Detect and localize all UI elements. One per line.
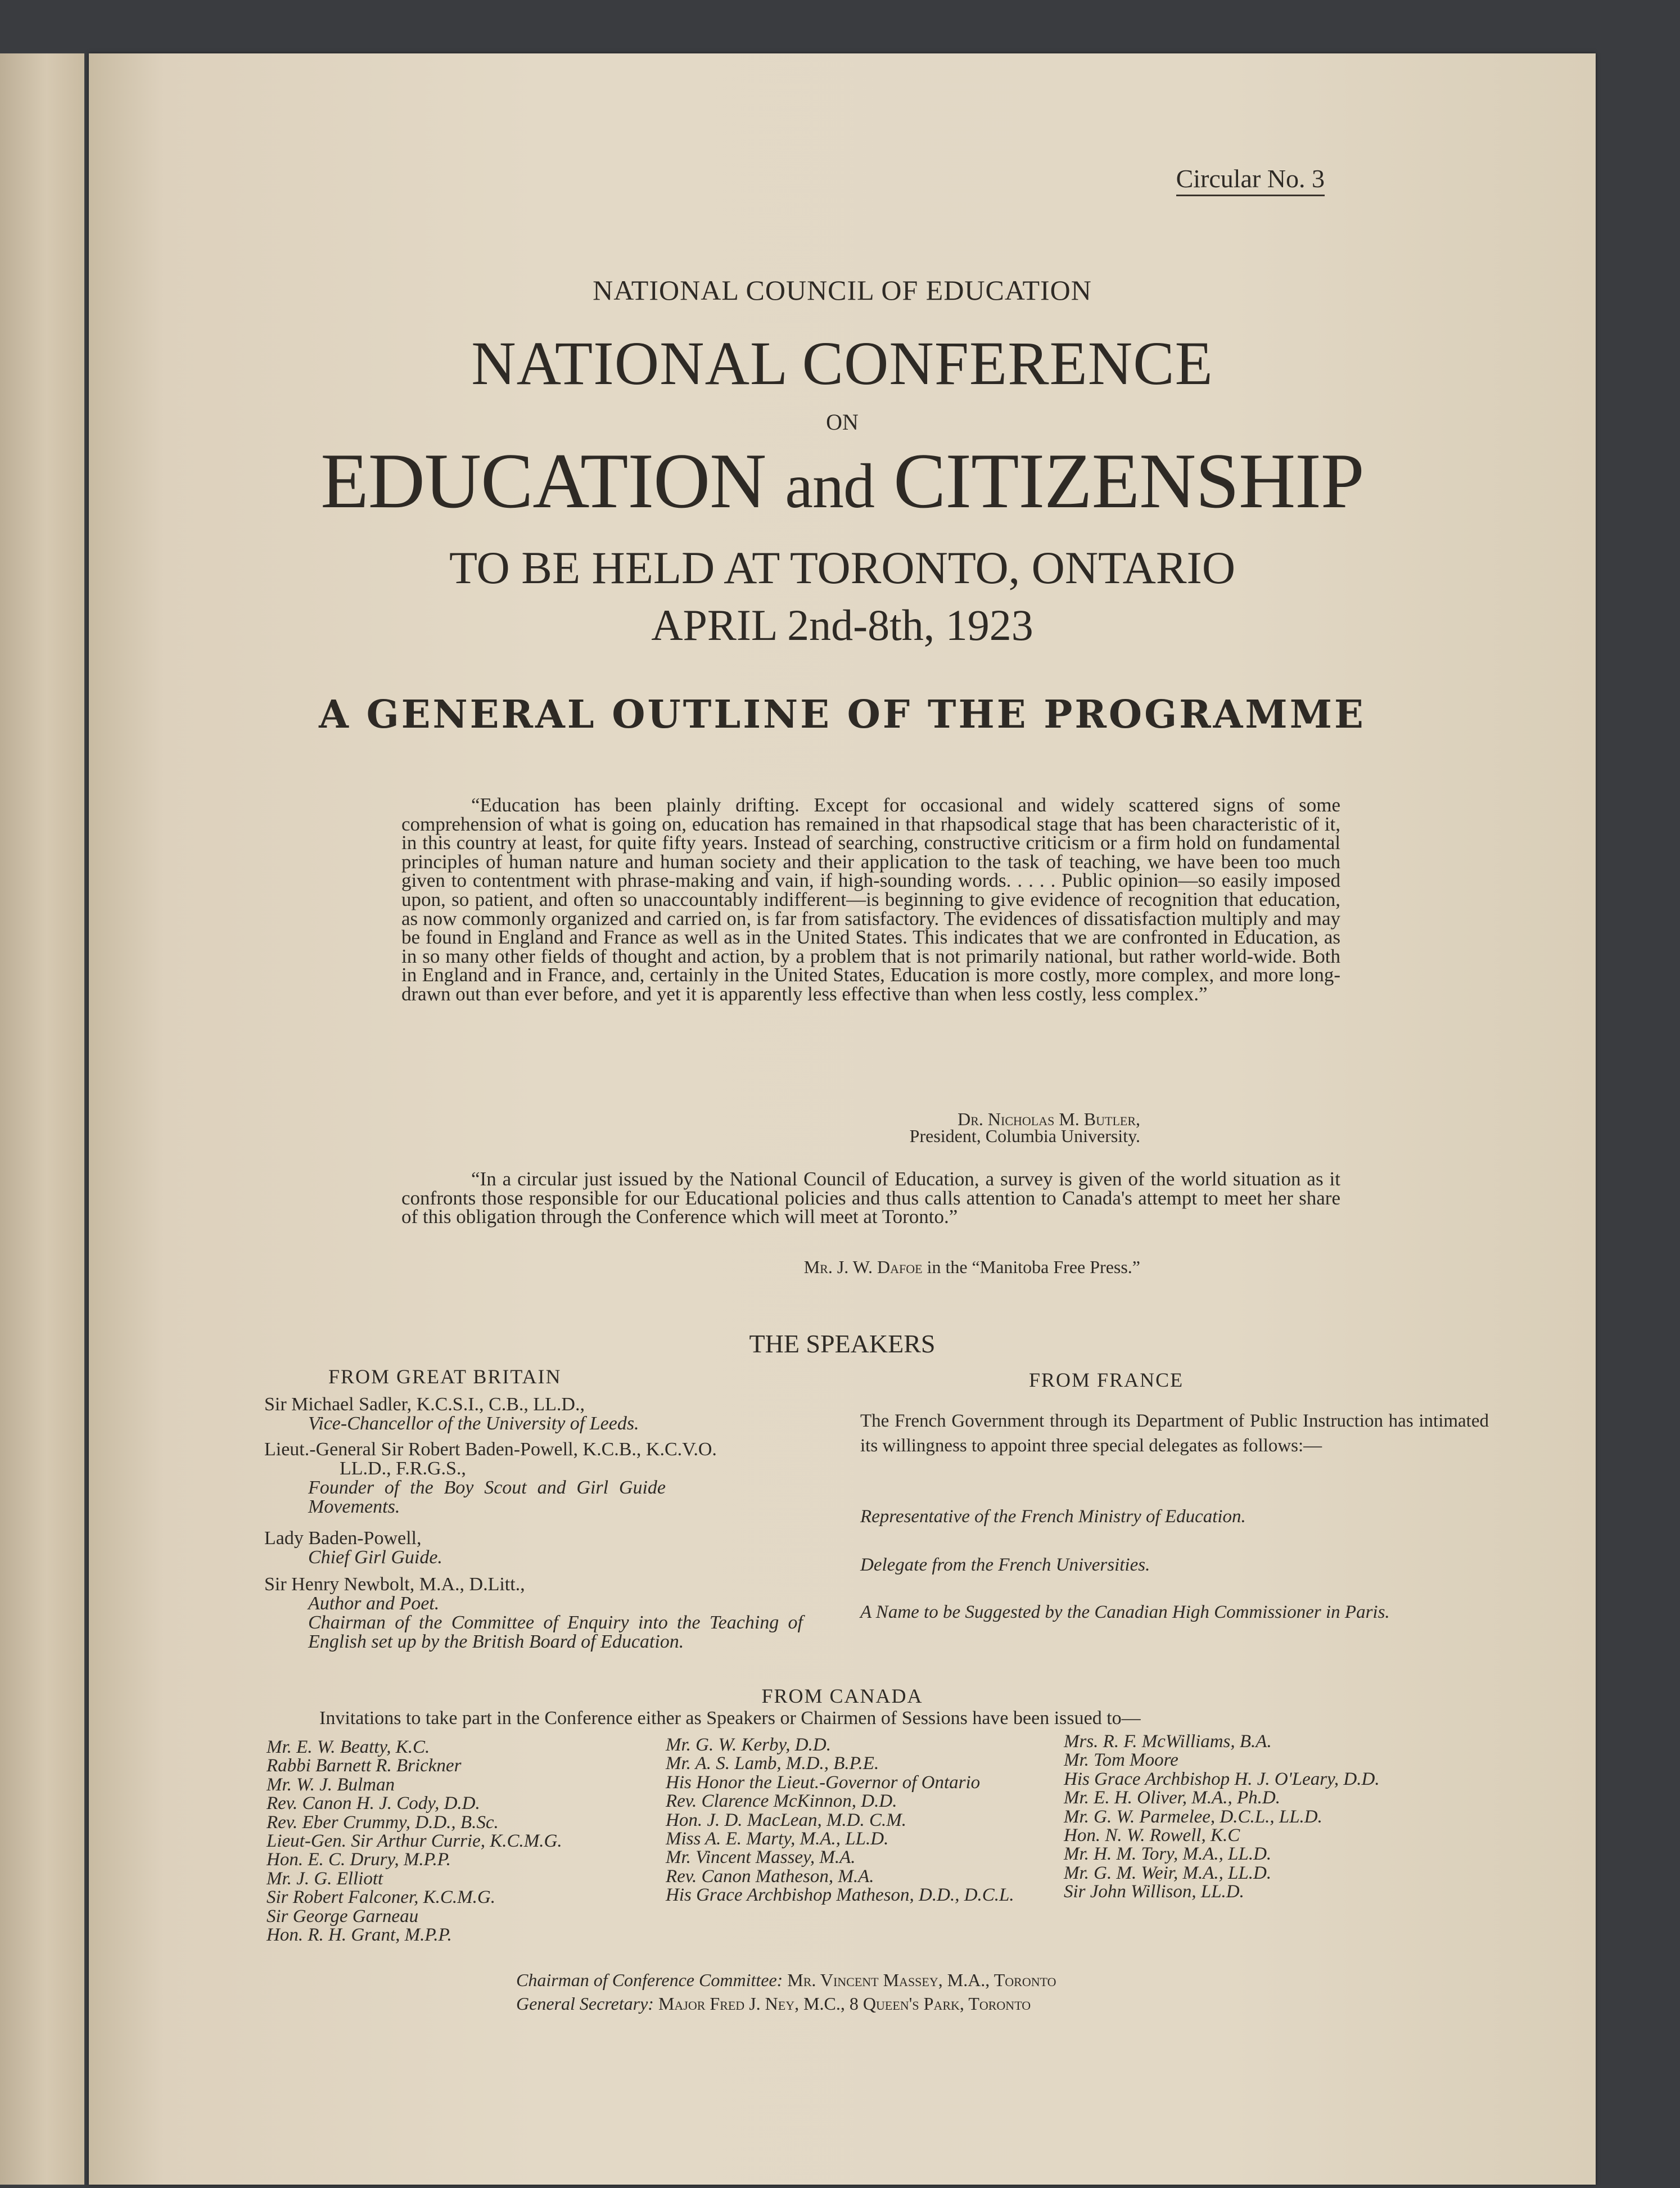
invitee: Sir George Garneau xyxy=(267,1906,419,1927)
speaker-lady-baden-powell-name: Lady Baden-Powell, xyxy=(264,1528,422,1549)
canada-heading: FROM CANADA xyxy=(761,1685,923,1707)
invitee: Lieut-Gen. Sir Arthur Currie, K.C.M.G. xyxy=(267,1831,562,1852)
title-on: ON xyxy=(826,409,859,435)
invitee: Mr. A. S. Lamb, M.D., B.P.E. xyxy=(666,1753,879,1774)
speaker-newbolt-name: Sir Henry Newbolt, M.A., D.Litt., xyxy=(264,1574,525,1595)
title-citizenship: CITIZENSHIP xyxy=(893,437,1364,525)
speaker-lady-baden-powell-role: Chief Girl Guide. xyxy=(308,1547,442,1568)
butler-attribution-title: President, Columbia University. xyxy=(909,1126,1140,1146)
invitee: Hon. J. D. MacLean, M.D. C.M. xyxy=(666,1810,907,1830)
invitee: Rev. Canon Matheson, M.A. xyxy=(666,1866,874,1887)
chairman-value: Mr. Vincent Massey, M.A., Toronto xyxy=(787,1970,1056,1990)
invitee: Hon. E. C. Drury, M.P.P. xyxy=(267,1849,451,1870)
secretary-value: Major Fred J. Ney, M.C., 8 Queen's Park, Toronto xyxy=(658,1993,1031,2014)
invitee: Mr. E. W. Beatty, K.C. xyxy=(267,1737,430,1757)
canada-invitees-column-1 xyxy=(267,1738,705,1945)
france-delegate-ministry: Representative of the French Ministry of Education. xyxy=(860,1506,1246,1527)
invitee: Sir Robert Falconer, K.C.M.G. xyxy=(267,1887,495,1908)
document-page xyxy=(89,53,1596,2185)
speaker-newbolt-role: Author and Poet. xyxy=(308,1593,440,1614)
great-britain-heading: FROM GREAT BRITAIN xyxy=(328,1365,562,1388)
speaker-baden-powell-role: Founder of the Boy Scout and Girl Guide Movements. xyxy=(308,1477,666,1517)
invitee: His Honor the Lieut.-Governor of Ontario xyxy=(666,1772,981,1793)
invitee: Mr. Tom Moore xyxy=(1064,1750,1178,1771)
invitee: Mr. G. W. Kerby, D.D. xyxy=(666,1735,831,1755)
dafoe-quote: “In a circular just issued by the National Council of Education, a survey is given of the world situation as it confronts those responsible for our Educational policies and thus calls attention to Canada's attempt to meet her share of this obligation through the Conference which will meet at Toronto.” xyxy=(401,1168,1340,1228)
invitee: Mr. W. J. Bulman xyxy=(267,1774,395,1795)
general-secretary xyxy=(516,1993,1031,2014)
invitee: Hon. N. W. Rowell, K.C xyxy=(1064,1825,1240,1846)
invitee: Mr. Vincent Massey, M.A. xyxy=(666,1847,856,1868)
title-and: and xyxy=(785,452,875,521)
location-line: TO BE HELD AT TORONTO, ONTARIO xyxy=(449,542,1236,593)
previous-page-edge xyxy=(0,53,84,2185)
invitee: His Grace Archbishop Matheson, D.D., D.C.L. xyxy=(666,1885,1014,1906)
speaker-baden-powell-name: Lieut.-General Sir Robert Baden-Powell, K.C.B., K.C.V.O. xyxy=(264,1439,717,1460)
dafoe-attribution-source: in the “Manitoba Free Press.” xyxy=(922,1257,1140,1277)
title-national-conference: NATIONAL CONFERENCE xyxy=(471,329,1213,398)
title-education: EDUCATION xyxy=(320,437,766,525)
invitee: Rev. Eber Crummy, D.D., B.Sc. xyxy=(267,1812,499,1833)
invitee: Mr. G. W. Parmelee, D.C.L., LL.D. xyxy=(1064,1806,1322,1827)
invitee: Rev. Clarence McKinnon, D.D. xyxy=(666,1791,897,1812)
canada-intro: Invitations to take part in the Conference either as Speakers or Chairmen of Sessions have been issued to— xyxy=(319,1708,1141,1729)
butler-quote: “Education has been plainly drifting. Except for occasional and widely scattered signs of some comprehension of what is going on, education has remained in that rhapsodical stage that has been characteristic of it, in this country at least, for quite fifty years. Instead of searching, constructive criticism or a firm hold on fundamental principles of human nature and human society and their application to the task of teaching, we have been too much given to contentment with phrase-making and vain, if high-sounding words. . . . . Public opinion—so easily imposed upon, so patient, and often so unaccountably indifferent—is beginning to give evidence of recognition that education, as now commonly organized and carried on, is far from satisfactory. The evidences of dissatisfaction multiply and may be found in England and France as well as in the United States. This indicates that we are confronted in Education, as in so many other fields of thought and action, by a problem that is not primarily national, but rather world-wide. Both in England and in France, and, certainly in the United States, Education is more costly, more complex, and more long-drawn out than ever before, and yet it is apparently less effective than when less costly, less complex.” xyxy=(401,794,1340,1005)
invitee: Mr. E. H. Oliver, M.A., Ph.D. xyxy=(1064,1788,1280,1808)
france-heading: FROM FRANCE xyxy=(1029,1369,1184,1391)
dates-line: APRIL 2nd-8th, 1923 xyxy=(651,601,1033,649)
speaker-sadler-role: Vice-Chancellor of the University of Leeds. xyxy=(308,1413,639,1434)
france-intro: The French Government through its Department of Public Instruction has intimated its willingness to appoint three special delegates as follows:— xyxy=(860,1411,1489,1456)
invitee: His Grace Archbishop H. J. O'Leary, D.D. xyxy=(1064,1769,1380,1789)
speaker-newbolt-chairman: Chairman of the Committee of Enquiry into the Teaching of English set up by the British Board of Education. xyxy=(308,1612,803,1652)
invitee: Miss A. E. Marty, M.A., LL.D. xyxy=(666,1829,889,1849)
speaker-sadler-name: Sir Michael Sadler, K.C.S.I., C.B., LL.D., xyxy=(264,1394,585,1415)
invitee: Hon. R. H. Grant, M.P.P. xyxy=(267,1925,452,1946)
chairman-label: Chairman of Conference Committee: xyxy=(516,1970,783,1990)
programme-outline-heading: A GENERAL OUTLINE OF THE PROGRAMME xyxy=(319,692,1366,737)
speakers-heading: THE SPEAKERS xyxy=(749,1329,936,1358)
invitee: Mrs. R. F. McWilliams, B.A. xyxy=(1064,1731,1272,1752)
canada-invitees-column-2 xyxy=(666,1736,1093,1905)
dafoe-attribution-name: Mr. J. W. Dafoe xyxy=(803,1257,923,1277)
france-delegate-commissioner: A Name to be Suggested by the Canadian High Commissioner in Paris. xyxy=(860,1602,1390,1622)
dafoe-attribution xyxy=(804,1257,1140,1278)
speaker-baden-powell-degrees: LL.D., F.R.G.S., xyxy=(340,1458,466,1479)
invitee: Mr. G. M. Weir, M.A., LL.D. xyxy=(1064,1862,1272,1883)
invitee: Mr. J. G. Elliott xyxy=(267,1868,383,1889)
canada-invitees-column-3 xyxy=(1064,1733,1480,1902)
secretary-label: General Secretary: xyxy=(516,1993,654,2014)
council-name: NATIONAL COUNCIL OF EDUCATION xyxy=(593,274,1092,306)
invitee: Mr. H. M. Tory, M.A., LL.D. xyxy=(1064,1844,1272,1865)
invitee: Rev. Canon H. J. Cody, D.D. xyxy=(267,1793,480,1814)
invitee: Sir John Willison, LL.D. xyxy=(1064,1882,1244,1902)
circular-number: Circular No. 3 xyxy=(1176,164,1325,196)
butler-attribution-name: Dr. Nicholas M. Butler, xyxy=(958,1109,1140,1129)
invitee: Rabbi Barnett R. Brickner xyxy=(267,1756,462,1776)
title-education-citizenship xyxy=(89,436,1596,526)
conference-chairman xyxy=(516,1970,1056,1991)
france-delegate-universities: Delegate from the French Universities. xyxy=(860,1555,1150,1575)
